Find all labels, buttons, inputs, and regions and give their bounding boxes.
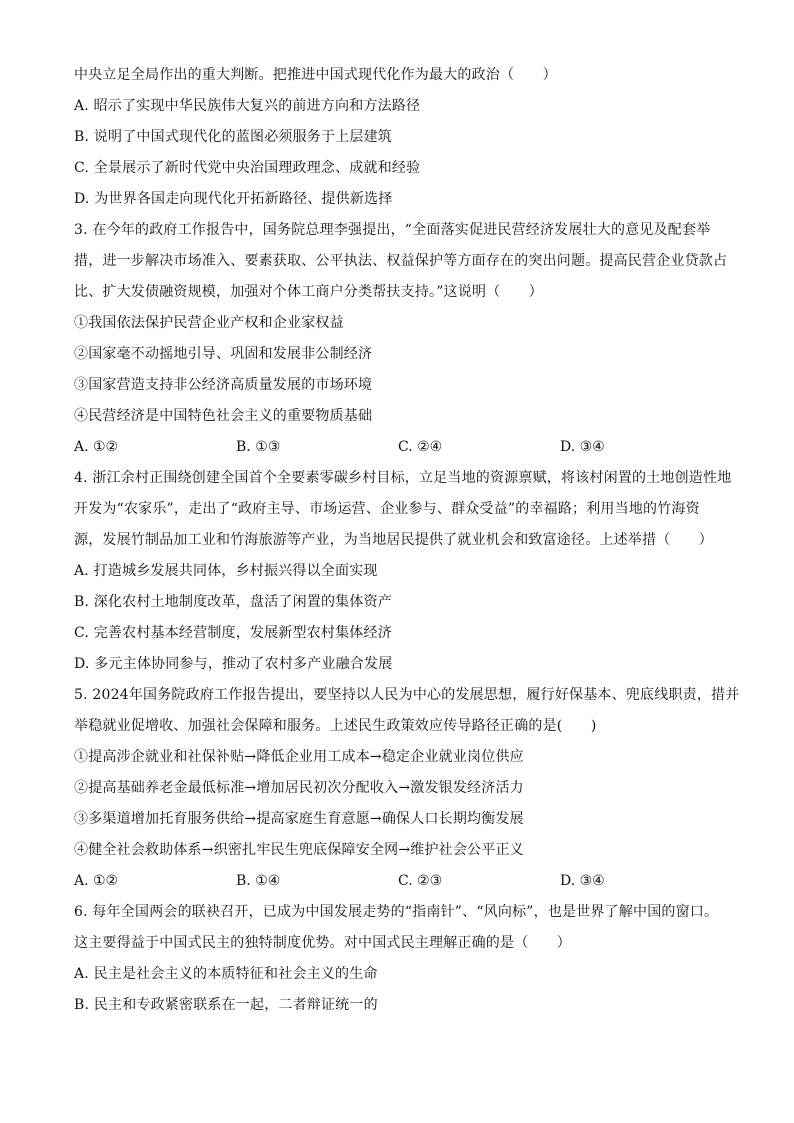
option-c: C. 全景展示了新时代党中央治国理政理念、成就和经验 <box>74 160 421 176</box>
question-4-stem: 4. 浙江余村正围绕创建全国首个全要素零碳乡村目标，立足当地的资源禀赋，将该村闲置的土地创造性地 <box>74 470 732 486</box>
statement-2: ②国家毫不动摇地引导、巩固和发展非公制经济 <box>74 346 373 362</box>
question-3-stem: 措，进一步解决市场准入、要素获取、公平执法、权益保护等方面存在的突出问题。提高民营企业贷款占 <box>74 253 728 269</box>
choice-c: C. ②③ <box>398 873 443 889</box>
choice-b: B. ①③ <box>236 439 281 455</box>
option-a: A. 昭示了实现中华民族伟大复兴的前进方向和方法路径 <box>74 98 421 114</box>
option-c: C. 完善农村基本经营制度，发展新型农村集体经济 <box>74 625 392 641</box>
statement-1: ①我国依法保护民营企业产权和企业家权益 <box>74 315 344 331</box>
option-b: B. 民主和专政紧密联系在一起，二者辩证统一的 <box>74 997 378 1013</box>
statement-4: ④民营经济是中国特色社会主义的重要物质基础 <box>74 408 373 424</box>
question-5-stem: 举稳就业促增收、加强社会保障和服务。上述民生政策效应传导路径正确的是( ) <box>74 718 597 734</box>
option-b: B. 深化农村土地制度改革，盘活了闲置的集体资产 <box>74 594 392 610</box>
document-body <box>74 64 740 1025</box>
choice-b: B. ①④ <box>236 873 281 889</box>
choice-a: A. ①② <box>74 873 119 889</box>
choice-a: A. ①② <box>74 439 119 455</box>
option-b: B. 说明了中国式现代化的蓝图必须服务于上层建筑 <box>74 129 392 145</box>
question-6-stem: 这主要得益于中国式民主的独特制度优势。对中国式民主理解正确的是（ ） <box>74 935 571 951</box>
option-d: D. 为世界各国走向现代化开拓新路径、提供新选择 <box>74 191 393 207</box>
question-5-stem: 5. 2024年国务院政府工作报告提出，要坚持以人民为中心的发展思想，履行好保基本、兜底线职责，措并 <box>74 687 740 703</box>
statement-2: ②提高基础养老金最低标准→增加居民初次分配收入→激发银发经济活力 <box>74 780 524 796</box>
statement-3: ③国家营造支持非公经济高质量发展的市场环境 <box>74 377 373 393</box>
question-3-choices <box>74 436 724 458</box>
choice-d: D. ③④ <box>560 873 605 889</box>
question-3-stem: 比、扩大发债融资规模，加强对个体工商户分类帮扶支持。”这说明（ ） <box>74 284 543 300</box>
statement-1: ①提高涉企就业和社保补贴→降低企业用工成本→稳定企业就业岗位供应 <box>74 749 524 765</box>
question-5-choices <box>74 870 724 892</box>
choice-c: C. ②④ <box>398 439 443 455</box>
choice-d: D. ③④ <box>560 439 605 455</box>
question-6-stem: 6. 每年全国两会的联袂召开，已成为中国发展走势的“指南针”、“风向标”，也是世界了解中国的窗口。 <box>74 904 719 920</box>
option-d: D. 多元主体协同参与，推动了农村多产业融合发展 <box>74 656 393 672</box>
text-line: 中央立足全局作出的重大判断。把推进中国式现代化作为最大的政治（ ） <box>74 67 557 83</box>
statement-3: ③多渠道增加托育服务供给→提高家庭生育意愿→确保人口长期均衡发展 <box>74 811 524 827</box>
statement-4: ④健全社会救助体系→织密扎牢民生兜底保障安全网→维护社会公平正义 <box>74 842 524 858</box>
question-4-stem: 源，发展竹制品加工业和竹海旅游等产业，为当地居民提供了就业机会和致富途径。上述举措（ ） <box>74 532 713 548</box>
option-a: A. 打造城乡发展共同体，乡村振兴得以全面实现 <box>74 563 378 579</box>
option-a: A. 民主是社会主义的本质特征和社会主义的生命 <box>74 966 378 982</box>
question-4-stem: 开发为“农家乐”，走出了“政府主导、市场运营、企业参与、群众受益”的幸福路；利用当地的竹海资 <box>74 501 700 517</box>
question-3-stem: 3. 在今年的政府工作报告中，国务院总理李强提出，“全面落实促进民营经济发展壮大的意见及配套举 <box>74 222 711 238</box>
